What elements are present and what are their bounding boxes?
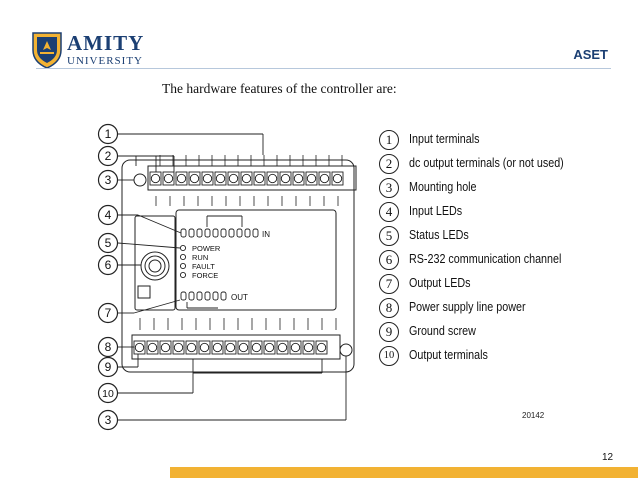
page-number: 12: [602, 452, 614, 463]
mounting-hole-top: [134, 174, 146, 186]
output-leds-label: OUT: [231, 293, 248, 302]
legend-text: Input LEDs: [409, 204, 463, 218]
amity-logo-emblem: [30, 30, 64, 70]
callout-5-label: 5: [104, 236, 112, 250]
legend-item: [379, 322, 599, 344]
input-leds: [181, 216, 258, 237]
callout-3-bottom-label: 3: [104, 413, 112, 427]
status-label-fault: FAULT: [192, 262, 215, 271]
legend-item: [379, 274, 599, 296]
legend-text: Status LEDs: [409, 228, 469, 242]
legend-item: [379, 298, 599, 320]
legend-item: [379, 250, 599, 272]
status-label-run: RUN: [192, 253, 209, 262]
input-terminals: [150, 172, 343, 185]
legend-item: [379, 346, 599, 368]
output-leds: [181, 292, 226, 308]
controller-body: [122, 160, 354, 372]
legend-number: 3: [379, 178, 399, 198]
callout-3-top-label: 3: [104, 173, 112, 187]
legend-number: 1: [379, 130, 399, 150]
logo-subtitle: UNIVERSITY: [67, 55, 143, 67]
legend-number: 9: [379, 322, 399, 342]
header-divider: [36, 68, 611, 69]
rs232-connector: [138, 252, 169, 298]
legend-text: Output LEDs: [409, 276, 471, 290]
legend-number: 6: [379, 250, 399, 270]
legend-item: [379, 226, 599, 248]
legend-text: RS-232 communication channel: [409, 252, 562, 266]
legend-item: [379, 178, 599, 200]
callout-9-label: 9: [104, 360, 112, 374]
input-leds-label: IN: [262, 230, 270, 239]
figure-id: 20142: [522, 411, 545, 420]
callout-6-label: 6: [104, 258, 112, 272]
legend-item: [379, 130, 599, 152]
legend-text: Input terminals: [409, 132, 480, 146]
section-label: ASET: [573, 47, 608, 62]
legend-text: Mounting hole: [409, 180, 477, 194]
legend-text: dc output terminals (or not used): [409, 156, 564, 170]
legend-item: [379, 202, 599, 224]
output-terminals: [134, 341, 327, 354]
legend-number: 10: [379, 346, 399, 366]
mounting-hole-bottom: [340, 344, 352, 356]
logo-name: AMITY: [67, 31, 145, 55]
status-label-force: FORCE: [192, 271, 219, 280]
callout-7-label: 7: [104, 306, 112, 320]
legend-item: [379, 154, 599, 176]
legend-text: Ground screw: [409, 324, 476, 338]
callout-4-label: 4: [104, 208, 112, 222]
status-leds: [180, 245, 185, 277]
callout-8-label: 8: [104, 340, 112, 354]
callout-2-label: 2: [104, 149, 112, 163]
callout-1-label: 1: [104, 127, 112, 141]
legend-text: Power supply line power: [409, 300, 526, 314]
legend-number: 7: [379, 274, 399, 294]
legend-number: 5: [379, 226, 399, 246]
legend-number: 2: [379, 154, 399, 174]
legend-number: 4: [379, 202, 399, 222]
legend-text: Output terminals: [409, 348, 488, 362]
status-label-power: POWER: [192, 244, 221, 253]
controller-diagram: [90, 118, 370, 436]
slide-title: The hardware features of the controller are:: [162, 81, 397, 96]
legend-number: 8: [379, 298, 399, 318]
callout-leaders: [118, 134, 346, 420]
footer-accent-bar: [170, 467, 638, 478]
callout-10-label: 10: [102, 388, 114, 400]
